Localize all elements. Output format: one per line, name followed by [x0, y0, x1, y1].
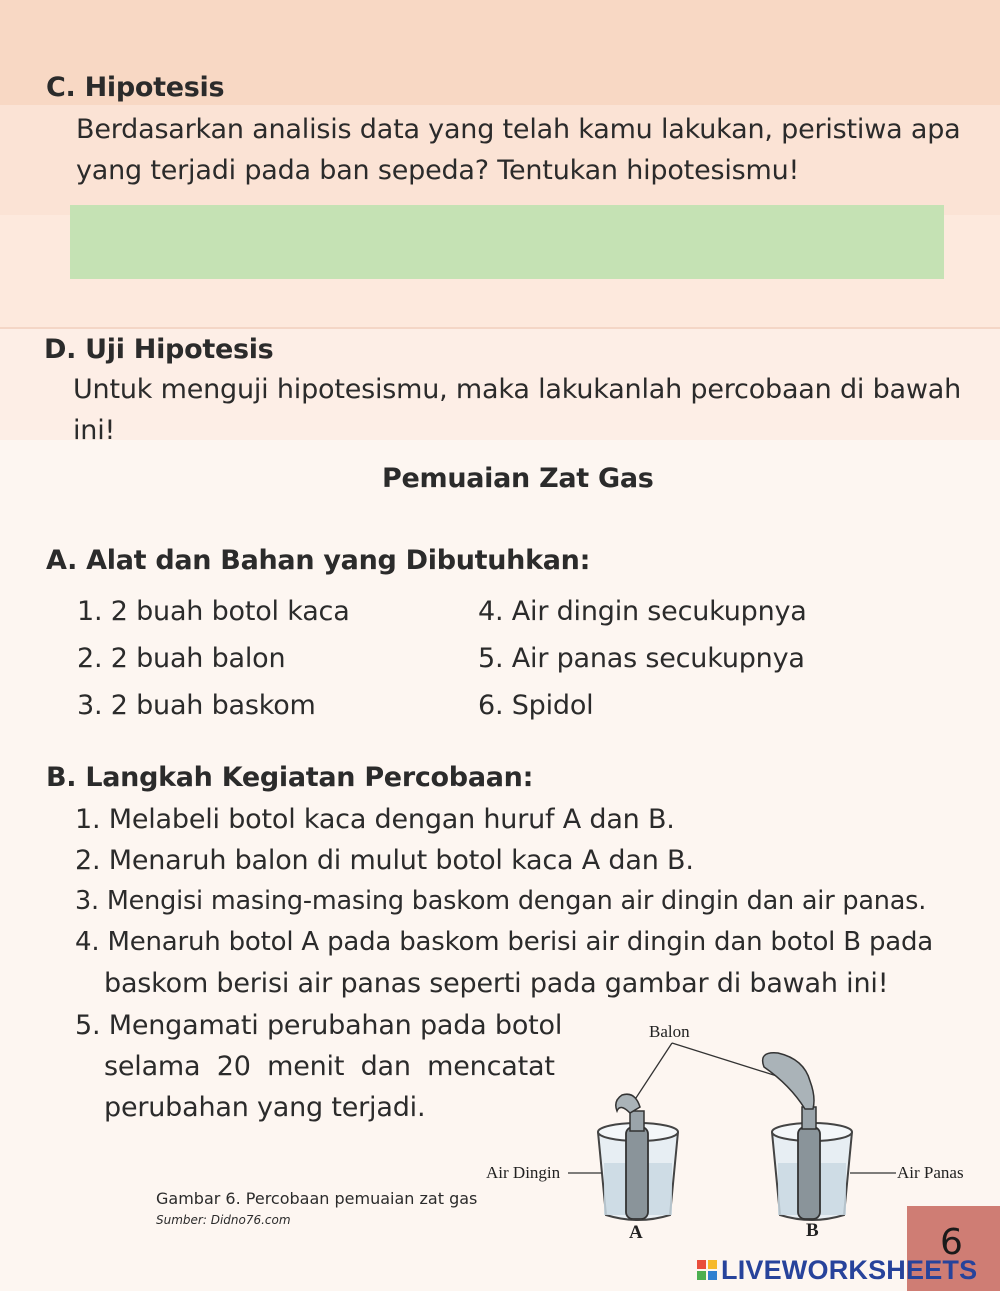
step-item-5: 5. Mengamati perubahan pada botol	[75, 1010, 563, 1041]
liveworksheets-logo[interactable]	[697, 1254, 977, 1286]
page-number: 6	[940, 1222, 963, 1263]
label-balon: Balon	[649, 1022, 690, 1041]
hypothesis-answer-input[interactable]	[70, 205, 944, 279]
section-d-line1: Untuk menguji hipotesismu, maka lakukanlah percobaan di bawah	[73, 374, 961, 405]
step-item-5-cont2: perubahan yang terjadi.	[104, 1092, 426, 1123]
step-item-4: 4. Menaruh botol A pada baskom berisi air dingin dan botol B pada	[75, 927, 934, 957]
liveworksheets-logo-icon	[697, 1260, 717, 1280]
step-item-1: 1. Melabeli botol kaca dengan huruf A dan B.	[75, 804, 675, 835]
section-c-question-line2: yang terjadi pada ban sepeda? Tentukan hipotesismu!	[76, 155, 800, 186]
section-d-title: D. Uji Hipotesis	[44, 334, 274, 365]
experiment-title: Pemuaian Zat Gas	[382, 463, 654, 494]
tool-item-3: 3. 2 buah baskom	[77, 690, 316, 721]
section-d-line2: ini!	[73, 415, 116, 440]
step-item-3: 3. Mengisi masing-masing baskom dengan air dingin dan air panas.	[75, 886, 927, 916]
label-air-panas: Air Panas	[897, 1163, 964, 1182]
tool-item-2: 2. 2 buah balon	[77, 643, 286, 674]
steps-heading: B. Langkah Kegiatan Percobaan:	[46, 762, 534, 793]
label-letter-a: A	[629, 1222, 643, 1243]
cup-a	[598, 1094, 678, 1220]
tool-item-1: 1. 2 buah botol kaca	[77, 596, 350, 627]
step-item-4-cont: baskom berisi air panas seperti pada gambar di bawah ini!	[104, 968, 889, 999]
step-item-2: 2. Menaruh balon di mulut botol kaca A dan B.	[75, 845, 694, 876]
figure-caption: Gambar 6. Percobaan pemuaian zat gas	[156, 1189, 478, 1208]
balon-pointer-a	[630, 1043, 672, 1107]
tool-item-5: 5. Air panas secukupnya	[478, 643, 805, 674]
step-item-5-cont: selama 20 menit dan mencatat	[104, 1051, 555, 1082]
cup-b	[763, 1053, 852, 1220]
liveworksheets-brand: LIVEWORKSHEETS	[721, 1254, 978, 1285]
section-c-title: C. Hipotesis	[46, 72, 225, 103]
label-air-dingin: Air Dingin	[486, 1163, 561, 1182]
tools-heading: A. Alat dan Bahan yang Dibutuhkan:	[46, 545, 591, 576]
experiment-figure	[480, 1015, 980, 1250]
tool-item-4: 4. Air dingin secukupnya	[478, 596, 807, 627]
tool-item-6: 6. Spidol	[478, 690, 594, 721]
label-letter-b: B	[806, 1220, 819, 1241]
section-c-question-line1: Berdasarkan analisis data yang telah kamu lakukan, peristiwa apa	[76, 114, 961, 145]
figure-source: Sumber: Didno76.com	[156, 1213, 291, 1227]
